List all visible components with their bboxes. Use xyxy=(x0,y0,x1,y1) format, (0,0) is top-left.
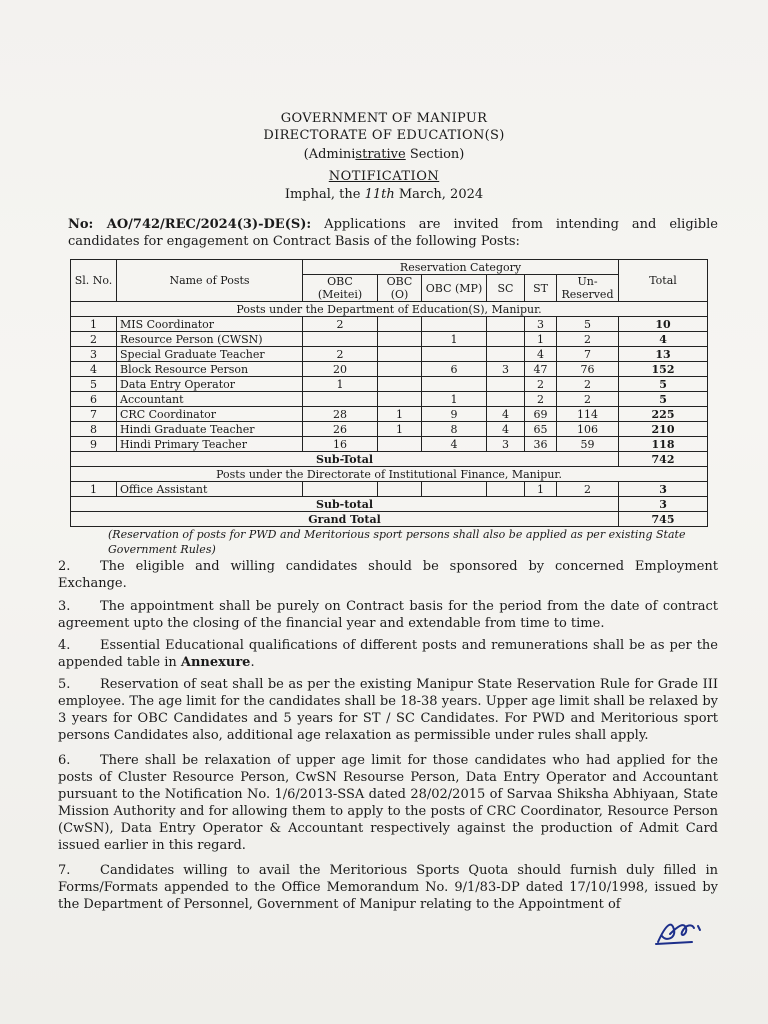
cell-reservation-value xyxy=(487,347,525,362)
paragraph-text: There shall be relaxation of upper age limit for those candidates who had applied for the posts of Cluster Resource Person, CwSN Resourse Person, Data Entry Operator and Accountant pursuant to the Notification No. 1/6/2013-SSA dated 28/02/2015 of Sarvaa Shiksha Abhiyaan, State Mission Authority and for allowing them to apply to the posts of CRC Coordinator, Resource Person (CwSN), Data Entry Operator & Accountant respectively against the production of Admit Card issued earlier in this regard. xyxy=(58,753,718,853)
cell-reservation-value xyxy=(487,317,525,332)
header-category: ST xyxy=(525,275,557,302)
cell-total: 152 xyxy=(619,362,708,377)
cell-reservation-value: 2 xyxy=(557,392,619,407)
paragraph-4 xyxy=(58,637,718,671)
cell-sl-no: 8 xyxy=(71,422,117,437)
cell-reservation-value: 1 xyxy=(378,422,422,437)
cell-post-name: Accountant xyxy=(117,392,303,407)
table-row xyxy=(71,317,708,332)
cell-reservation-value: 69 xyxy=(525,407,557,422)
cell-reservation-value: 8 xyxy=(422,422,487,437)
cell-reservation-value: 4 xyxy=(487,407,525,422)
table-row xyxy=(71,377,708,392)
cell-reservation-value xyxy=(378,392,422,407)
grand-total-row-label: Grand Total xyxy=(71,512,619,527)
notification-date xyxy=(0,186,768,203)
cell-sl-no: 1 xyxy=(71,317,117,332)
table-row xyxy=(71,332,708,347)
subtotal-row-value: 3 xyxy=(619,497,708,512)
cell-sl-no: 6 xyxy=(71,392,117,407)
cell-total: 10 xyxy=(619,317,708,332)
cell-total: 118 xyxy=(619,437,708,452)
section-heading-finance: Posts under the Directorate of Institutional Finance, Manipur. xyxy=(71,467,708,482)
paragraph-number: 4. xyxy=(58,638,71,653)
cell-post-name: Office Assistant xyxy=(117,482,303,497)
cell-reservation-value xyxy=(378,377,422,392)
cell-reservation-value xyxy=(422,317,487,332)
cell-reservation-value xyxy=(378,317,422,332)
cell-sl-no: 9 xyxy=(71,437,117,452)
cell-reservation-value xyxy=(422,347,487,362)
reservation-note: (Reservation of posts for PWD and Meritorious sport persons shall also be applied as per existing State Government Rules) xyxy=(108,528,686,556)
cell-reservation-value: 6 xyxy=(422,362,487,377)
table-row xyxy=(71,362,708,377)
cell-reservation-value xyxy=(487,482,525,497)
subtotal-row-value: 742 xyxy=(619,452,708,467)
cell-reservation-value: 26 xyxy=(303,422,378,437)
cell-reservation-value: 1 xyxy=(303,377,378,392)
header-category: SC xyxy=(487,275,525,302)
header-section-underlined: strative xyxy=(355,147,406,162)
subtotal-row-label: Sub-Total xyxy=(71,452,619,467)
handwritten-initials xyxy=(652,916,712,948)
paragraph-number: 7. xyxy=(58,863,71,878)
header-category: OBC (Meitei) xyxy=(303,275,378,302)
paragraph-2 xyxy=(58,558,718,592)
cell-post-name: CRC Coordinator xyxy=(117,407,303,422)
cell-reservation-value: 47 xyxy=(525,362,557,377)
section-row xyxy=(71,467,708,482)
paragraph-text: The eligible and willing candidates should be sponsored by concerned Employment Exchange. xyxy=(58,559,718,591)
cell-reservation-value xyxy=(378,362,422,377)
header-total: Total xyxy=(619,260,708,302)
cell-post-name: Block Resource Person xyxy=(117,362,303,377)
section-heading-education: Posts under the Department of Education(S), Manipur. xyxy=(71,302,708,317)
cell-reservation-value: 76 xyxy=(557,362,619,377)
cell-reservation-value xyxy=(487,332,525,347)
cell-reservation-value: 3 xyxy=(487,437,525,452)
cell-reservation-value: 65 xyxy=(525,422,557,437)
cell-reservation-value: 36 xyxy=(525,437,557,452)
header-category: Un- Reserved xyxy=(557,275,619,302)
table-row xyxy=(71,437,708,452)
table-row xyxy=(71,347,708,362)
header-sl-no: Sl. No. xyxy=(71,260,117,302)
header-reservation-category: Reservation Category xyxy=(303,260,619,275)
date-suffix: March, 2024 xyxy=(394,187,484,202)
header-section-post: Section) xyxy=(405,147,465,162)
cell-reservation-value xyxy=(378,437,422,452)
cell-total: 4 xyxy=(619,332,708,347)
intro-text: Applications are invited from intending and eligible candidates for engagement on Contract Basis of the following Posts: xyxy=(68,217,718,249)
date-prefix: Imphal, the xyxy=(284,187,365,202)
paragraph-text: Essential Educational qualifications of different posts and remunerations shall be as per the appended table in xyxy=(58,638,718,670)
cell-total: 13 xyxy=(619,347,708,362)
paragraph-3 xyxy=(58,598,718,632)
cell-reservation-value: 16 xyxy=(303,437,378,452)
table-row xyxy=(71,407,708,422)
cell-post-name: Hindi Graduate Teacher xyxy=(117,422,303,437)
paragraph-7 xyxy=(58,862,718,913)
header-government: GOVERNMENT OF MANIPUR xyxy=(280,111,488,126)
date-handwritten-day: 11th xyxy=(364,187,395,202)
cell-reservation-value: 2 xyxy=(557,482,619,497)
cell-reservation-value: 2 xyxy=(303,317,378,332)
cell-reservation-value: 3 xyxy=(525,317,557,332)
table-row xyxy=(71,422,708,437)
posts-table xyxy=(70,259,708,527)
cell-reservation-value: 4 xyxy=(525,347,557,362)
cell-reservation-value: 20 xyxy=(303,362,378,377)
paragraph-number: 5. xyxy=(58,677,71,692)
cell-sl-no: 2 xyxy=(71,332,117,347)
cell-post-name: Resource Person (CWSN) xyxy=(117,332,303,347)
cell-reservation-value: 2 xyxy=(557,377,619,392)
cell-total: 225 xyxy=(619,407,708,422)
cell-total: 3 xyxy=(619,482,708,497)
cell-reservation-value: 1 xyxy=(525,332,557,347)
notification-title: NOTIFICATION xyxy=(328,169,440,184)
paragraph-5 xyxy=(58,676,718,744)
cell-reservation-value xyxy=(303,392,378,407)
cell-reservation-value: 1 xyxy=(525,482,557,497)
cell-reservation-value: 1 xyxy=(422,332,487,347)
cell-reservation-value: 106 xyxy=(557,422,619,437)
grand-total-row xyxy=(71,512,708,527)
cell-sl-no: 1 xyxy=(71,482,117,497)
paragraph-6 xyxy=(58,752,718,854)
cell-reservation-value: 2 xyxy=(525,377,557,392)
cell-total: 210 xyxy=(619,422,708,437)
cell-reservation-value: 1 xyxy=(422,392,487,407)
cell-reservation-value xyxy=(422,377,487,392)
cell-reservation-value: 4 xyxy=(422,437,487,452)
paragraph-tail: . xyxy=(250,655,255,670)
cell-reservation-value: 3 xyxy=(487,362,525,377)
paragraph-text: Reservation of seat shall be as per the existing Manipur State Reservation Rule for Grade III employee. The age limit for the candidates shall be 18-38 years. Upper age limit shall be relaxed by 3 years for OBC Candidates and 5 years for ST / SC Candidates. For PWD and Meritorious sport persons Candidates also, additional age relaxation as permissible under rules shall apply. xyxy=(58,677,718,743)
annexure-text: Annexure xyxy=(180,655,251,670)
cell-reservation-value xyxy=(303,482,378,497)
cell-reservation-value: 28 xyxy=(303,407,378,422)
cell-total: 5 xyxy=(619,392,708,407)
grand-total-row-value: 745 xyxy=(619,512,708,527)
cell-post-name: Special Graduate Teacher xyxy=(117,347,303,362)
cell-reservation-value: 2 xyxy=(525,392,557,407)
reference-number: No: AO/742/REC/2024(3)-DE(S): xyxy=(68,217,312,232)
header-category: OBC (O) xyxy=(378,275,422,302)
cell-post-name: Hindi Primary Teacher xyxy=(117,437,303,452)
intro-paragraph xyxy=(68,216,718,250)
cell-reservation-value xyxy=(422,482,487,497)
cell-sl-no: 3 xyxy=(71,347,117,362)
header-directorate: DIRECTORATE OF EDUCATION(S) xyxy=(263,128,505,143)
cell-sl-no: 7 xyxy=(71,407,117,422)
table-row xyxy=(71,392,708,407)
subtotal-row xyxy=(71,452,708,467)
paragraph-number: 6. xyxy=(58,753,71,768)
cell-reservation-value xyxy=(487,377,525,392)
cell-reservation-value xyxy=(378,332,422,347)
paragraph-text: The appointment shall be purely on Contract basis for the period from the date of contract agreement upto the closing of the financial year and extendable from time to time. xyxy=(58,599,718,631)
cell-sl-no: 5 xyxy=(71,377,117,392)
header-name-of-posts: Name of Posts xyxy=(117,260,303,302)
cell-reservation-value xyxy=(303,332,378,347)
cell-reservation-value: 114 xyxy=(557,407,619,422)
cell-reservation-value: 9 xyxy=(422,407,487,422)
paragraph-number: 2. xyxy=(58,559,71,574)
cell-post-name: Data Entry Operator xyxy=(117,377,303,392)
subtotal-row xyxy=(71,497,708,512)
paragraph-number: 3. xyxy=(58,599,71,614)
cell-reservation-value: 2 xyxy=(557,332,619,347)
cell-total: 5 xyxy=(619,377,708,392)
cell-reservation-value: 7 xyxy=(557,347,619,362)
cell-reservation-value: 1 xyxy=(378,407,422,422)
cell-reservation-value xyxy=(487,392,525,407)
paragraph-text: Candidates willing to avail the Meritorious Sports Quota should furnish duly filled in Forms/Formats appended to the Office Memorandum No. 9/1/83-DP dated 17/10/1998, issued by the Department of Personnel, Government of Manipur relating to the Appointment of xyxy=(58,863,718,912)
header-section-pre: (Admini xyxy=(303,147,356,162)
subtotal-row-label: Sub-total xyxy=(71,497,619,512)
cell-post-name: MIS Coordinator xyxy=(117,317,303,332)
header-section xyxy=(0,146,768,163)
cell-reservation-value: 59 xyxy=(557,437,619,452)
cell-reservation-value xyxy=(378,347,422,362)
cell-sl-no: 4 xyxy=(71,362,117,377)
header-category: OBC (MP) xyxy=(422,275,487,302)
table-row xyxy=(71,482,708,497)
cell-reservation-value: 4 xyxy=(487,422,525,437)
cell-reservation-value xyxy=(378,482,422,497)
cell-reservation-value: 2 xyxy=(303,347,378,362)
cell-reservation-value: 5 xyxy=(557,317,619,332)
